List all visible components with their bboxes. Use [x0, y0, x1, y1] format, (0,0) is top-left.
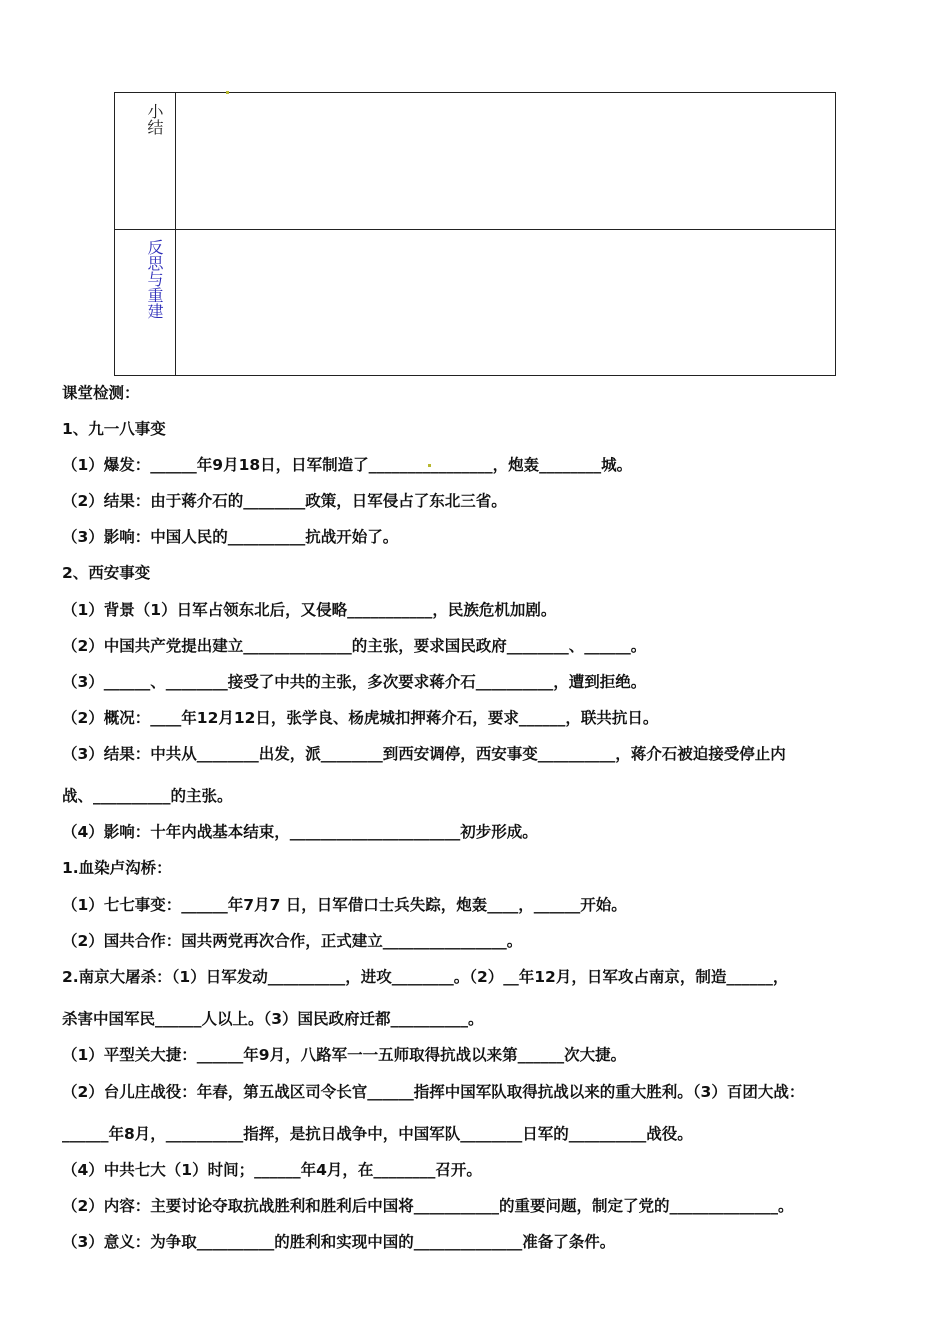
question-line: （2）概况：____年12月12日，张学良、杨虎城扣押蒋介石，要求______，联共抗日。 — [62, 709, 659, 727]
ink-dot — [226, 91, 229, 94]
question-line: （1）背景（1）日军占领东北后，又侵略___________，民族危机加剧。 — [62, 601, 557, 619]
question-line: （2）台儿庄战役：年春，第五战区司令长官______指挥中国军队取得抗战以来的重大胜利。（3）百团大战： — [62, 1083, 805, 1101]
summary-label: 小结 — [145, 103, 164, 135]
question-heading: 2、西安事变 — [62, 564, 151, 582]
question-line: （1）爆发：______年9月18日，日军制造了________________，炮轰________城。 — [62, 456, 633, 474]
question-line: （2）国共合作：国共两党再次合作，正式建立________________。 — [62, 932, 523, 950]
summary-row — [115, 93, 835, 230]
question-line: （1）七七事变：______年7月7 日，日军借口士兵失踪，炮轰____，______开始。 — [62, 896, 627, 914]
question-heading: 1.血染卢沟桥： — [62, 859, 172, 877]
question-line: （2）中国共产党提出建立______________的主张，要求国民政府________、______。 — [62, 637, 647, 655]
question-line: （3）结果：中共从________出发，派________到西安调停，西安事变__________，蒋介石被迫接受停止内 — [62, 745, 786, 763]
section-heading: 课堂检测： — [62, 384, 140, 402]
question-line: （2）结果：由于蒋介石的________政策，日军侵占了东北三省。 — [62, 492, 507, 510]
reflection-row — [115, 229, 835, 375]
question-line: （4）影响：十年内战基本结束，______________________初步形成。 — [62, 823, 538, 841]
question-line: （2）内容：主要讨论夺取抗战胜利和胜利后中国将___________的重要问题，制定了党的______________。 — [62, 1197, 794, 1215]
question-heading: 1、九一八事变 — [62, 420, 166, 438]
table-divider — [175, 93, 176, 375]
question-line: （3）影响：中国人民的__________抗战开始了。 — [62, 528, 399, 546]
question-line: 2.南京大屠杀：（1）日军发动__________，进攻________。（2）__年12月，日军攻占南京，制造______， — [62, 968, 789, 986]
question-line: （3）意义：为争取__________的胜利和实现中国的______________准备了条件。 — [62, 1233, 616, 1251]
question-line: （3）______、________接受了中共的主张，多次要求蒋介石__________，遭到拒绝。 — [62, 673, 647, 691]
question-line: （4）中共七大（1）时间；______年4月，在________召开。 — [62, 1161, 482, 1179]
question-line: （1）平型关大捷：______年9月，八路军一一五师取得抗战以来第______次大捷。 — [62, 1046, 627, 1064]
question-line: 战、__________的主张。 — [62, 787, 233, 805]
reflection-label: 反思与重建 — [145, 239, 164, 319]
summary-reflection-table — [114, 92, 836, 376]
question-line: 杀害中国军民______人以上。（3）国民政府迁都__________。 — [62, 1010, 484, 1028]
question-line: ______年8月，__________指挥，是抗日战争中，中国军队________日军的__________战役。 — [62, 1125, 693, 1143]
